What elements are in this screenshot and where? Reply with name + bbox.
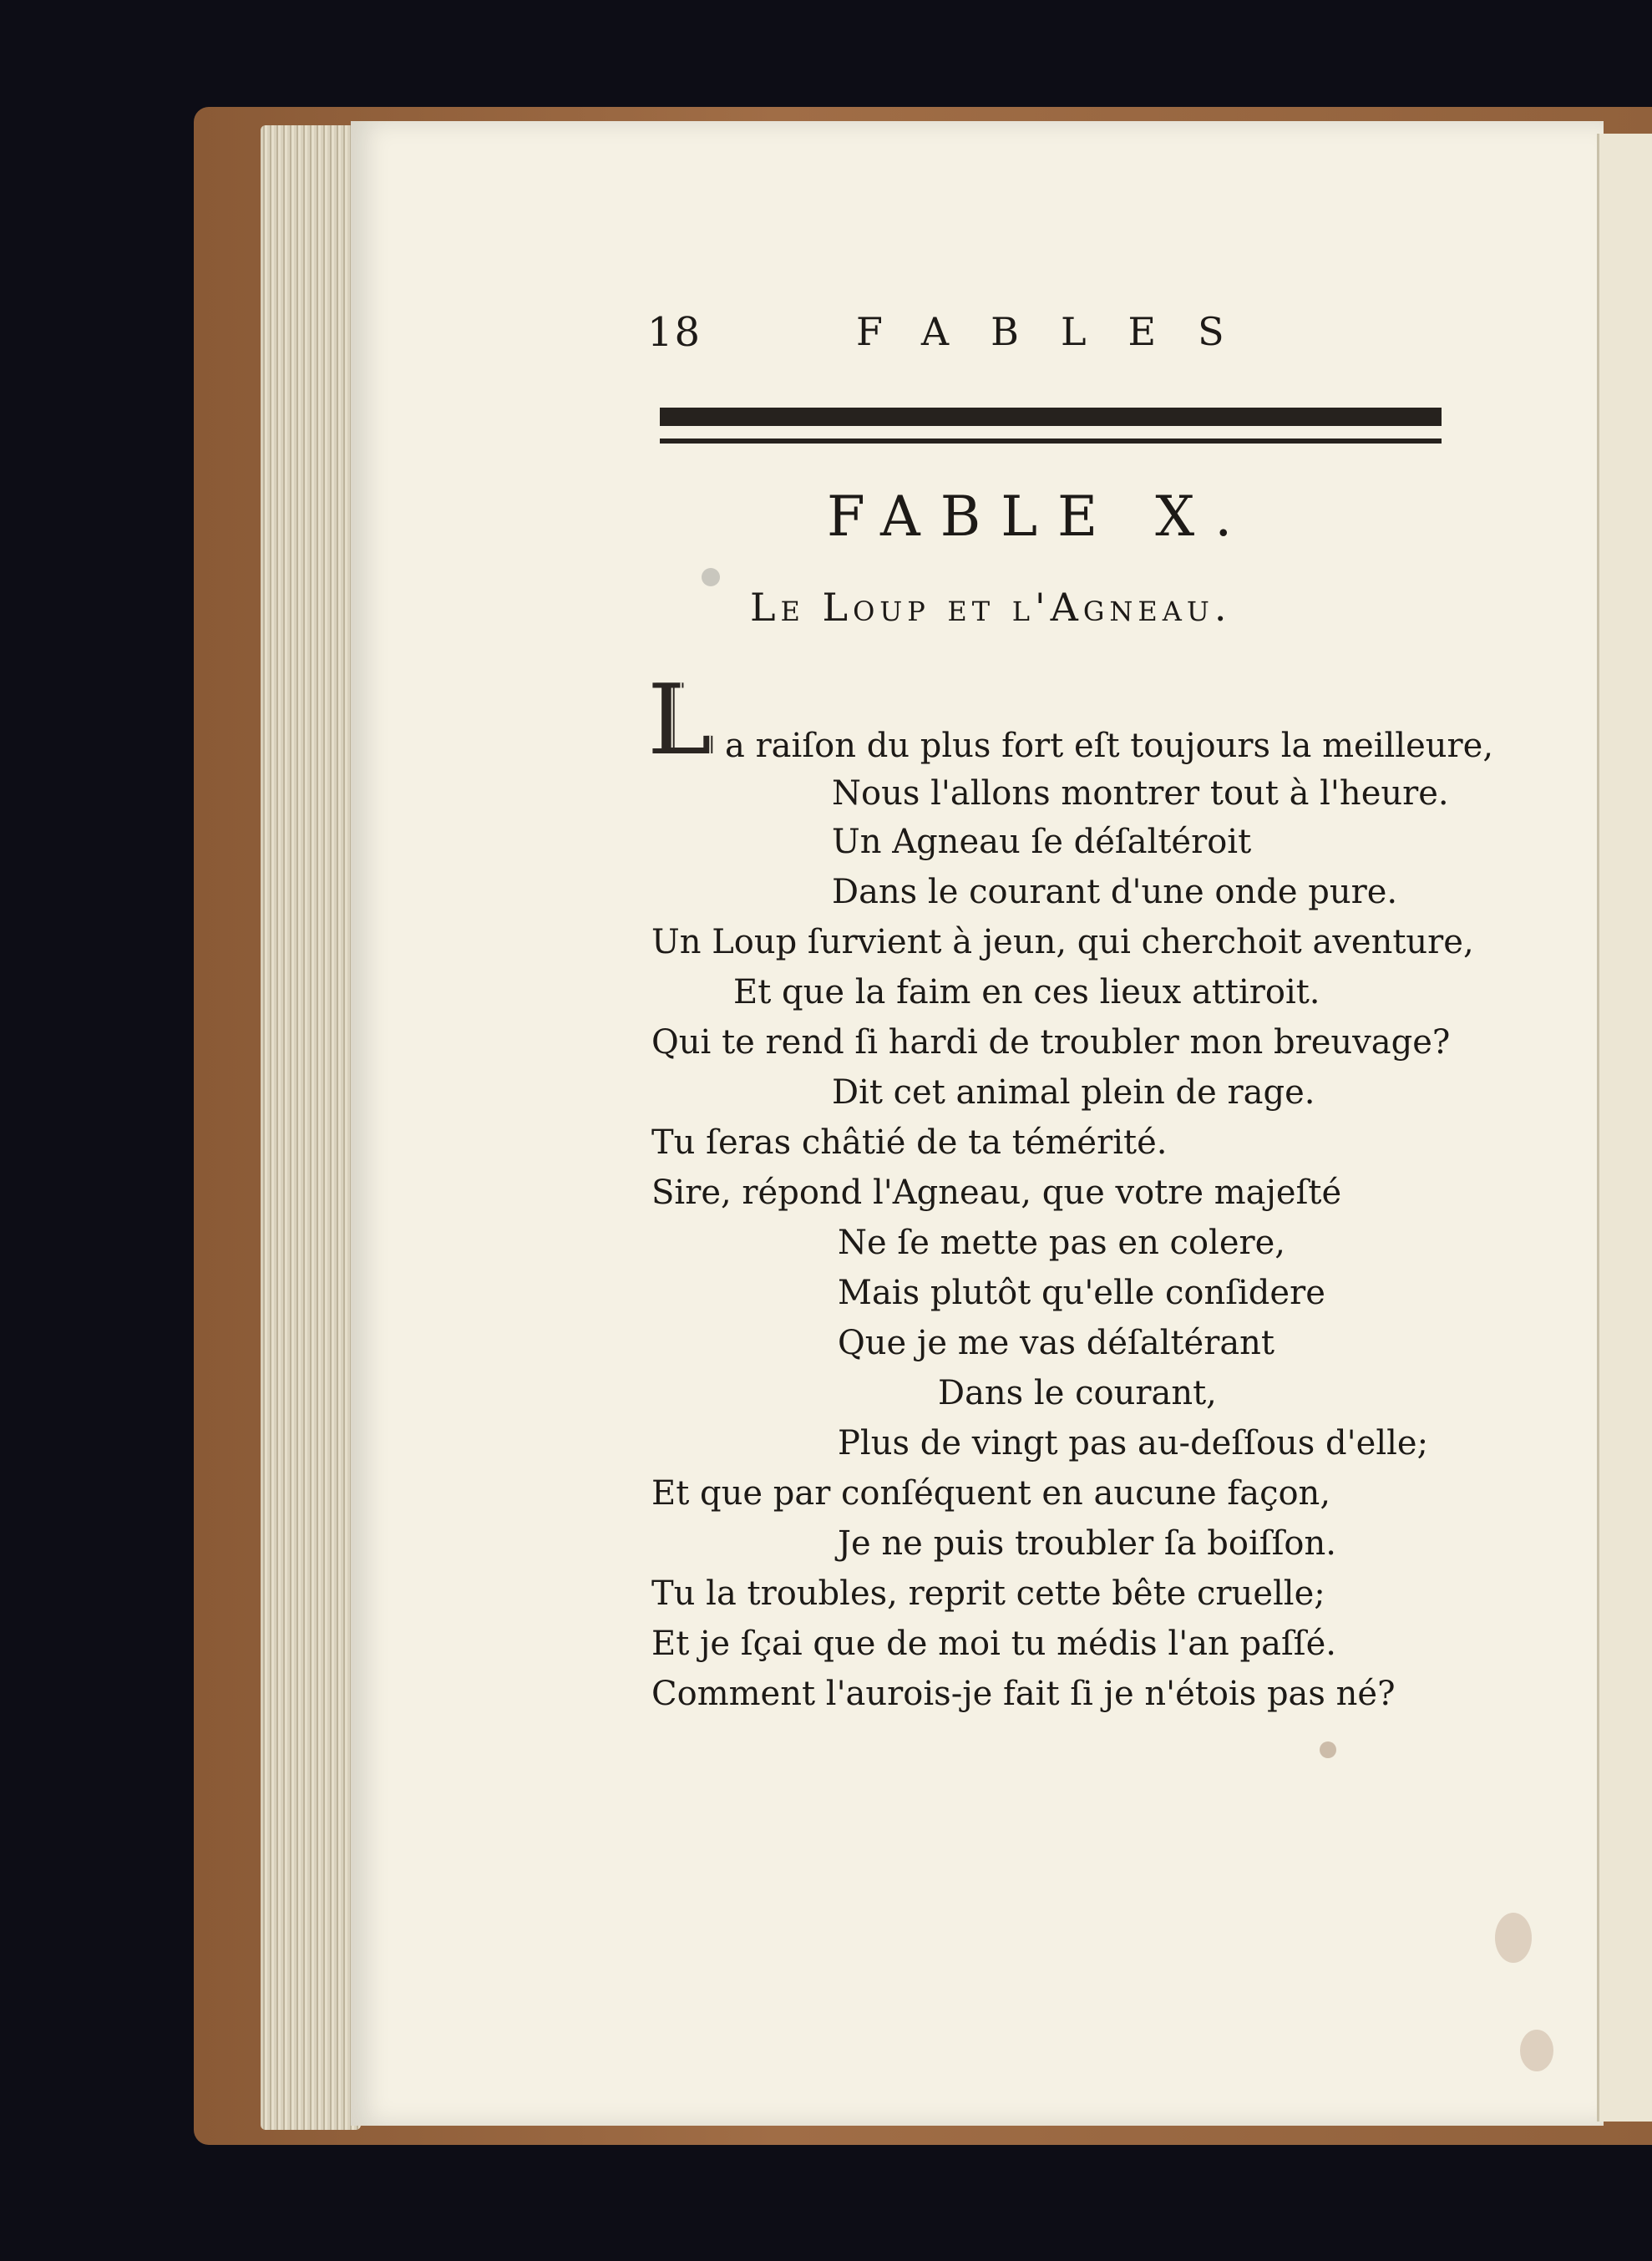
page-edges [261,125,361,2130]
verse-line: Dans le courant, [938,1374,1217,1412]
verse-line: Plus de vingt pas au-deſſous d'elle; [838,1424,1429,1463]
verse-line: Un Loup ſurvient à jeun, qui cherchoit aventure, [651,923,1474,961]
verse-line: Comment l'aurois-je fait ſi je n'étois pas né? [651,1675,1396,1713]
verse-line: Et je ſçai que de moi tu médis l'an paſſé. [651,1625,1336,1663]
verse-line: Tu la troubles, reprit cette bête cruelle; [651,1574,1325,1613]
verse-line: Qui te rend ſi hardi de troubler mon breuvage? [651,1023,1451,1062]
verse-line: Dans le courant d'une onde pure. [832,873,1398,911]
running-head [647,309,1299,368]
verse-line: Que je me vas déſaltérant [838,1324,1275,1362]
verse-line: Et que la faim en ces lieux attiroit. [733,973,1320,1011]
ornamental-rule-thin [660,439,1442,444]
verse-line: Ne ſe mette pas en colere, [838,1224,1286,1262]
verse-line: Et que par conſéquent en aucune façon, [651,1474,1331,1513]
fable-subtitle: Le Loup et l'Agneau. [750,585,1232,630]
drop-cap: L [647,664,712,777]
verse-line: Mais plutôt qu'elle conſidere [838,1274,1325,1312]
ornamental-rule-thick [660,408,1442,426]
verse-line: Dit cet animal plein de rage. [832,1073,1315,1112]
foxing-spot [1320,1741,1336,1758]
facing-page-edge [1597,134,1652,2122]
page-number: 18 [647,309,702,356]
foxing-spot [702,568,720,586]
verse-line: Un Agneau ſe déſaltéroit [832,823,1252,861]
verse-line: Je ne puis troubler ſa boiſſon. [838,1524,1336,1563]
verse-line: Nous l'allons montrer tout à l'heure. [832,774,1449,813]
verse-line: Sire, répond l'Agneau, que votre majeſté [651,1174,1342,1212]
foxing-spot [1520,2030,1553,2071]
fable-heading: FABLE X. [827,484,1253,549]
verse-line: a raiſon du plus fort eſt toujours la meilleure, [725,727,1494,765]
verse-line: Tu ſeras châtié de ta témérité. [651,1123,1168,1162]
foxing-spot [1495,1913,1532,1963]
running-title: FABLES [856,309,1266,354]
